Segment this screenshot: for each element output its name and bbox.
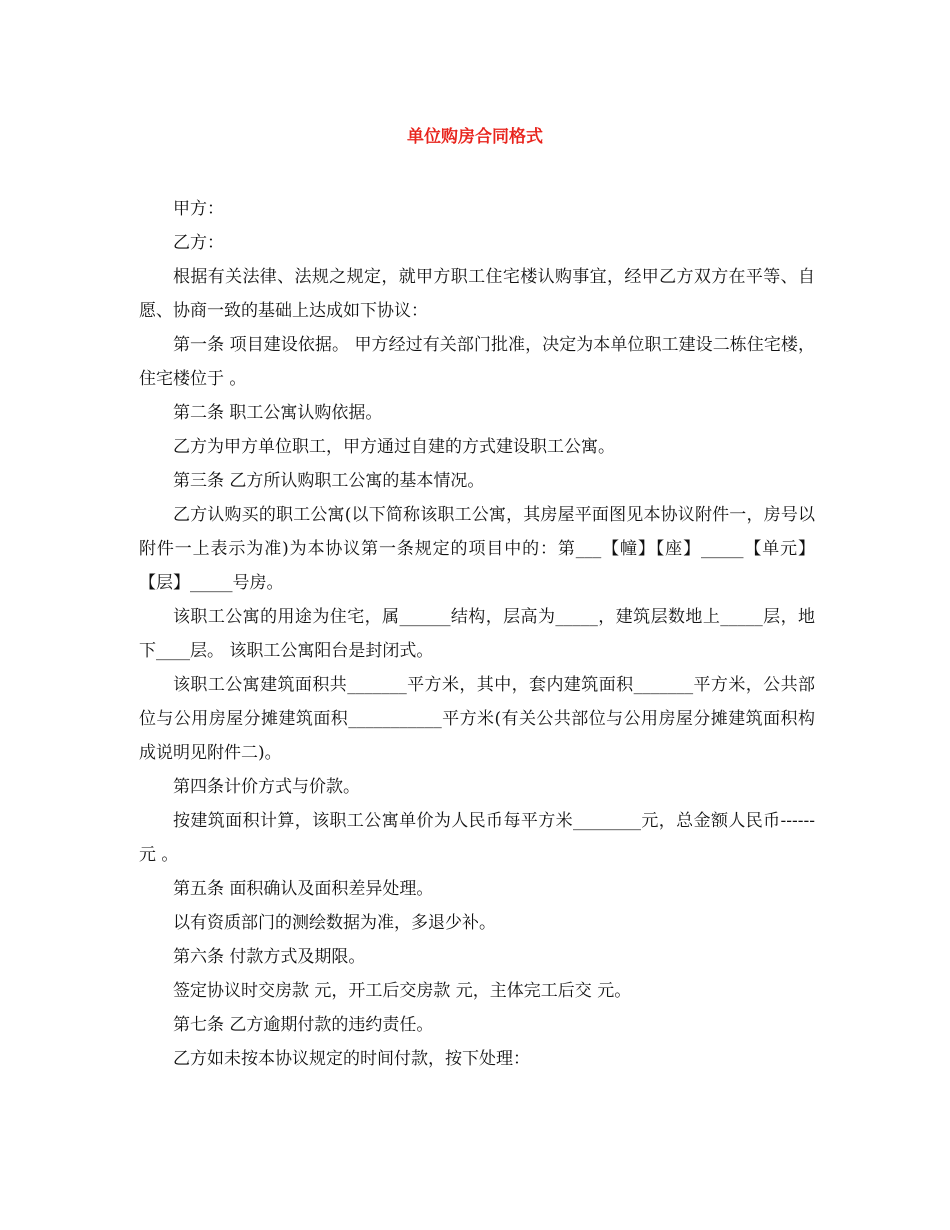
paragraph-article-5-body: 以有资质部门的测绘数据为准，多退少补。 bbox=[173, 913, 496, 933]
paragraph-article-3-heading: 第三条 乙方所认购职工公寓的基本情况。 bbox=[173, 471, 485, 491]
paragraph-article-1: 第一条 项目建设依据。 甲方经过有关部门批准，决定为本单位职工建设二栋住宅楼，住宅楼位于 。 bbox=[139, 335, 815, 389]
paragraph-article-2-heading: 第二条 职工公寓认购依据。 bbox=[173, 403, 383, 423]
paragraph-article-7-heading: 第七条 乙方逾期付款的违约责任。 bbox=[173, 1015, 434, 1035]
paragraph-article-6-body: 签定协议时交房款 元，开工后交房款 元，主体完工后交 元。 bbox=[173, 981, 632, 1001]
document-body bbox=[139, 192, 815, 1076]
paragraph-preamble: 根据有关法律、法规之规定，就甲方职工住宅楼认购事宜，经甲乙方双方在平等、自愿、协商一致的基础上达成如下协议： bbox=[139, 267, 815, 321]
paragraph-article-4-body: 按建筑面积计算，该职工公寓单价为人民币每平方米________元，总金额人民币------元 。 bbox=[139, 811, 815, 865]
paragraph-article-2-body: 乙方为甲方单位职工，甲方通过自建的方式建设职工公寓。 bbox=[173, 437, 615, 457]
document-title: 单位购房合同格式 bbox=[407, 127, 543, 147]
paragraph-article-6-heading: 第六条 付款方式及期限。 bbox=[173, 947, 366, 967]
paragraph-article-4-heading: 第四条计价方式与价款。 bbox=[173, 777, 360, 797]
paragraph-article-5-heading: 第五条 面积确认及面积差异处理。 bbox=[173, 879, 434, 899]
paragraph-article-3-area: 该职工公寓建筑面积共_______平方米，其中，套内建筑面积_______平方米，公共部位与公用房屋分摊建筑面积___________平方米(有关公共部位与公用房屋分摊建筑面积构成说明见附件二)。 bbox=[139, 675, 815, 763]
paragraph-article-3-unit: 乙方认购买的职工公寓(以下简称该职工公寓，其房屋平面图见本协议附件一，房号以附件一上表示为准)为本协议第一条规定的项目中的：第___【幢】【座】_____【单元】【层】_____号房。 bbox=[139, 505, 815, 593]
paragraph-party-b: 乙方： bbox=[173, 233, 224, 253]
paragraph-party-a: 甲方： bbox=[173, 199, 224, 219]
paragraph-article-3-usage: 该职工公寓的用途为住宅，属______结构，层高为_____，建筑层数地上_____层，地下____层。 该职工公寓阳台是封闭式。 bbox=[139, 607, 815, 661]
paragraph-article-7-body: 乙方如未按本协议规定的时间付款，按下处理： bbox=[173, 1049, 530, 1069]
